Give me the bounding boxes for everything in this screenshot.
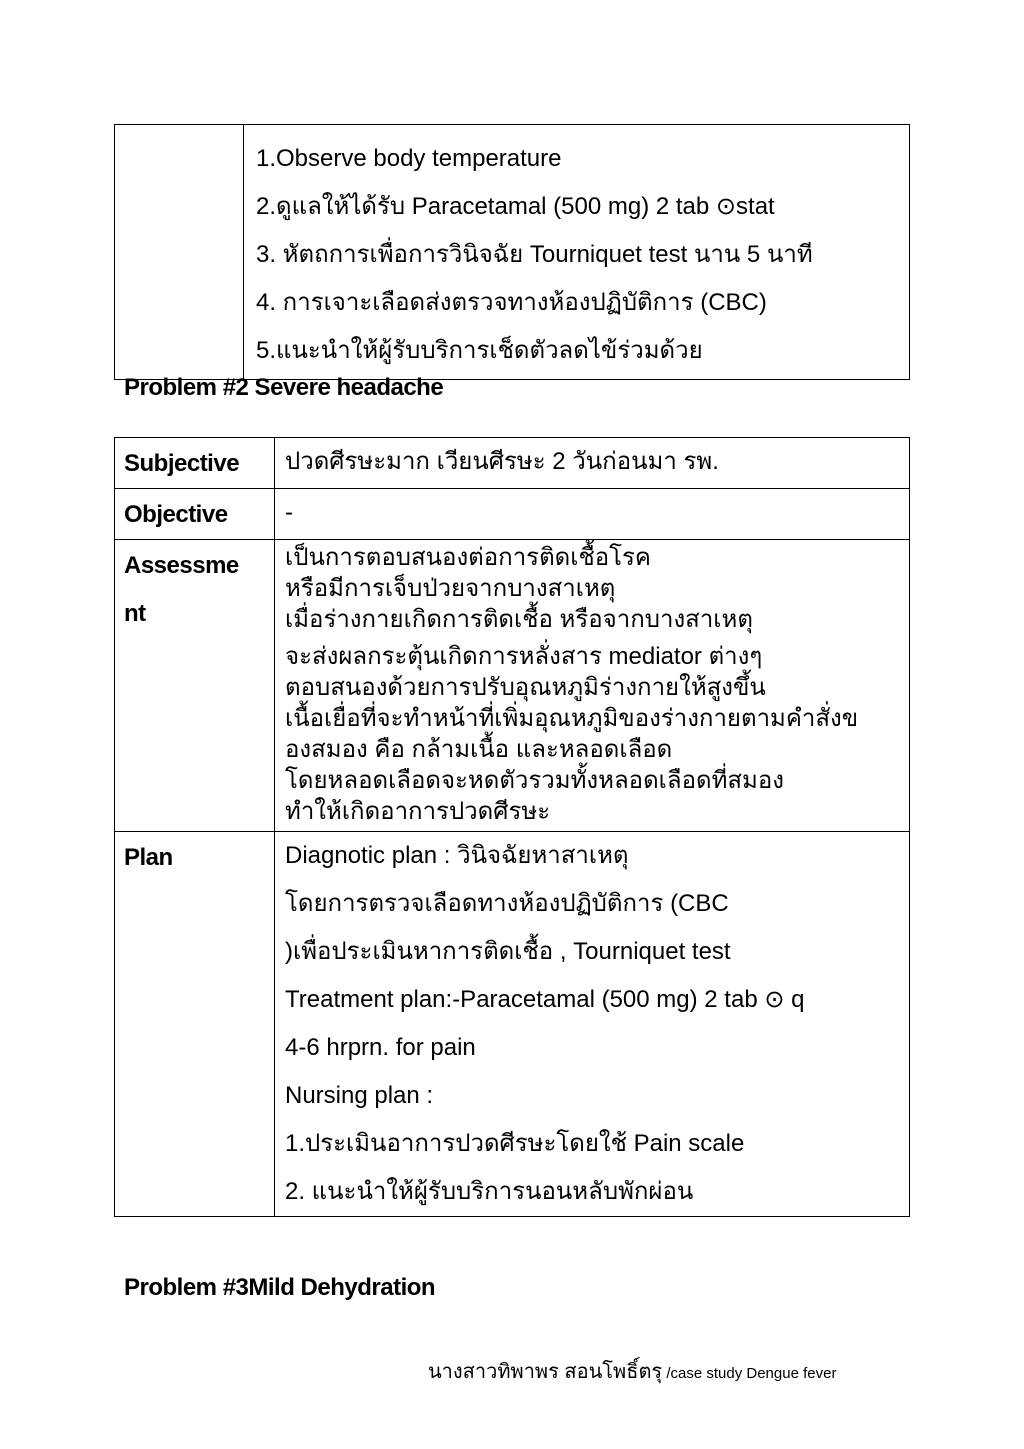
plan-line: 2. แนะนำให้ผู้รับบริการนอนหลับพักผ่อน bbox=[285, 1178, 694, 1205]
subjective-label: Subjective bbox=[115, 438, 275, 489]
plan-line: โดยการตรวจเลือดทางห้องปฏิบัติการ (CBC bbox=[285, 890, 729, 917]
assessment-line: เป็นการตอบสนองต่อการติดเชื้อโรค bbox=[285, 544, 651, 571]
intervention-line-5: 5.แนะนำให้ผู้รับบริการเช็ดตัวลดไข้ร่วมด้วย bbox=[256, 337, 703, 364]
subjective-cell bbox=[275, 438, 910, 489]
empty-cell bbox=[115, 125, 244, 380]
assessment-paragraph-2 bbox=[285, 635, 899, 831]
assessment-label: Assessme nt bbox=[115, 540, 275, 832]
plan-cell bbox=[275, 832, 910, 1217]
plan-line: Diagnotic plan : วินิจฉัยหาสาเหตุ bbox=[285, 842, 629, 869]
objective-text: - bbox=[285, 499, 293, 526]
objective-label: Objective bbox=[115, 489, 275, 540]
assessment-line: ทำให้เกิดอาการปวดศีรษะ bbox=[285, 798, 551, 825]
assessment-cell bbox=[275, 540, 910, 832]
intervention-line-2: 2.ดูแลให้ได้รับ Paracetamal (500 mg) 2 tab ⊙stat bbox=[256, 193, 775, 220]
plan-line: Nursing plan : bbox=[285, 1082, 434, 1109]
plan-line: Treatment plan:-Paracetamal (500 mg) 2 tab ⊙ q bbox=[285, 986, 805, 1013]
plan-line: 1.ประเมินอาการปวดศีรษะโดยใช้ Pain scale bbox=[285, 1130, 745, 1157]
assessment-line: จะส่งผลกระตุ้นเกิดการหลั่งสาร mediator ต่างๆ bbox=[285, 643, 763, 670]
plan-label: Plan bbox=[115, 832, 275, 1217]
intervention-line-4: 4. การเจาะเลือดส่งตรวจทางห้องปฏิบัติการ (CBC) bbox=[256, 289, 767, 316]
assessment-line: เนื้อเยื่อที่จะทำหน้าที่เพิ่มอุณหภูมิของร่างกายตามคำสั่งข bbox=[285, 705, 859, 732]
assessment-paragraph-1 bbox=[285, 540, 899, 635]
assessment-line: ตอบสนองด้วยการปรับอุณหภูมิร่างกายให้สูงขึ้น bbox=[285, 674, 766, 701]
objective-cell bbox=[275, 489, 910, 540]
footer-author: นางสาวทิพาพร สอนโพธิ์ตรุ bbox=[428, 1361, 663, 1383]
intervention-list-cell bbox=[244, 125, 910, 380]
plan-line: 4-6 hrprn. for pain bbox=[285, 1034, 476, 1061]
problem-3-heading: Problem #3Mild Dehydration bbox=[124, 1274, 436, 1301]
problem-2-heading: Problem #2 Severe headache bbox=[124, 374, 444, 401]
soap-table bbox=[114, 437, 910, 1217]
intervention-line-3: 3. หัตถการเพื่อการวินิจฉัย Tourniquet test นาน 5 นาที bbox=[256, 241, 813, 268]
assessment-line: เมื่อร่างกายเกิดการติดเชื้อ หรือจากบางสาเหตุ bbox=[285, 606, 753, 633]
intervention-line-1: 1.Observe body temperature bbox=[256, 145, 562, 172]
plan-line: )เพื่อประเมินหาการติดเชื้อ , Tourniquet test bbox=[285, 938, 731, 965]
assessment-line: โดยหลอดเลือดจะหดตัวรวมทั้งหลอดเลือดที่สมอง bbox=[285, 767, 784, 794]
subjective-text: ปวดศีรษะมาก เวียนศีรษะ 2 วันก่อนมา รพ. bbox=[285, 448, 719, 475]
assessment-line: หรือมีการเจ็บป่วยจากบางสาเหตุ bbox=[285, 575, 616, 602]
nursing-intervention-table bbox=[114, 124, 910, 380]
page-footer bbox=[428, 1355, 836, 1387]
footer-caption: /case study Dengue fever bbox=[662, 1365, 837, 1382]
assessment-line: องสมอง คือ กล้ามเนื้อ และหลอดเลือด bbox=[285, 736, 673, 763]
